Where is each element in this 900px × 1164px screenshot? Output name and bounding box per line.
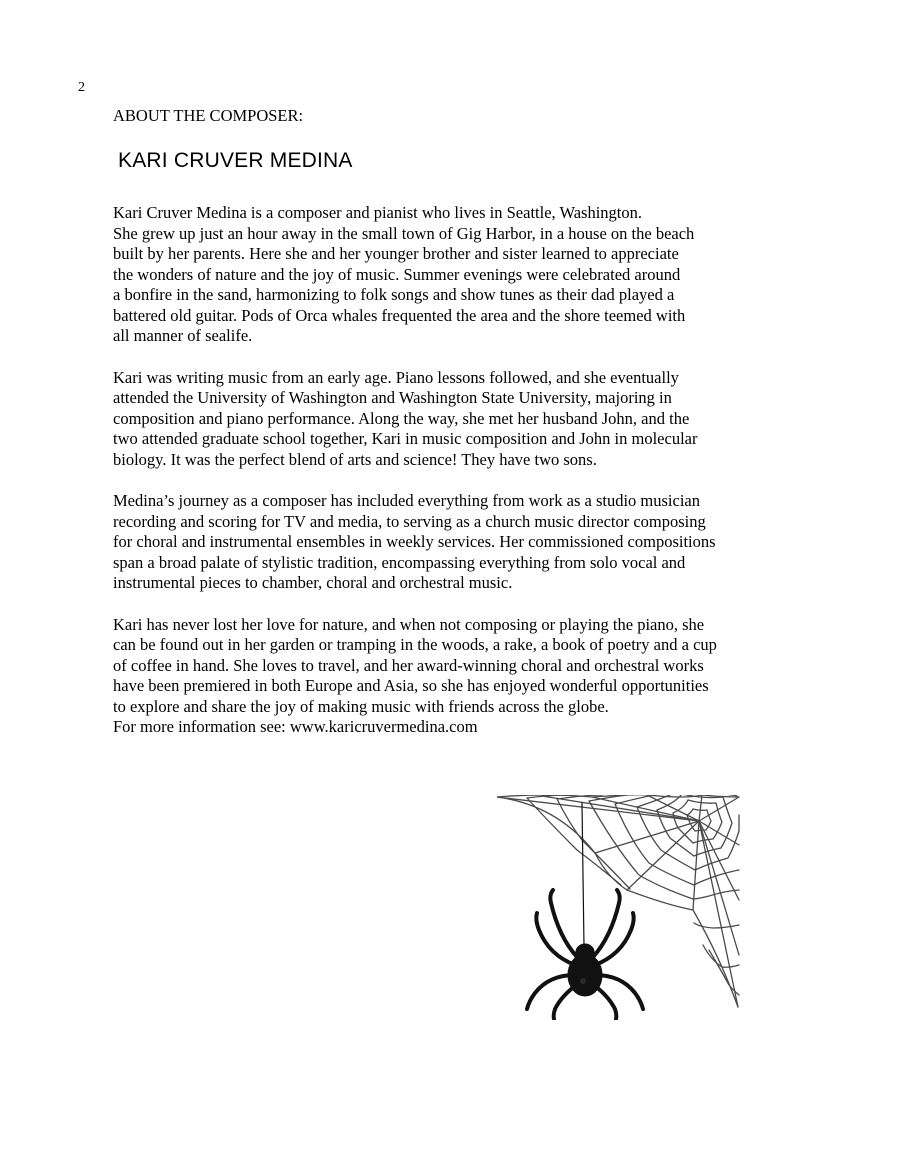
bio-line: have been premiered in both Europe and Asia, so she has enjoyed wonderful opportunities [113,676,709,695]
bio-line: Kari was writing music from an early age. Piano lessons followed, and she eventually [113,367,679,387]
bio-line: biology. It was the perfect blend of arts and science! They have two sons. [113,449,597,469]
spider-web-icon [497,795,742,1020]
bio-paragraph-1 [113,203,793,347]
composer-name: KARI CRUVER MEDINA [118,149,353,172]
spider [527,803,643,1019]
bio-line: for choral and instrumental ensembles in weekly services. Her commissioned compositions [113,532,716,551]
bio-line: can be found out in her garden or tramping in the woods, a rake, a book of poetry and a cup [113,635,717,654]
bio-line: composition and piano performance. Along the way, she met her husband John, and the [113,408,690,428]
bio-line: battered old guitar. Pods of Orca whales frequented the area and the shore teemed with [113,305,686,325]
bio-line: the wonders of nature and the joy of music. Summer evenings were celebrated around [113,264,681,284]
bio-paragraph-2 [113,368,793,471]
bio-line: built by her parents. Here she and her younger brother and sister learned to appreciate [113,244,679,263]
bio-line: attended the University of Washington and Washington State University, majoring in [113,388,672,407]
bio-line: all manner of sealife. [113,326,253,345]
bio-line: Kari has never lost her love for nature, and when not composing or playing the piano, she [113,614,705,634]
bio-line: instrumental pieces to chamber, choral and orchestral music. [113,573,513,592]
bio-line: She grew up just an hour away in the small town of Gig Harbor, in a house on the beach [113,223,695,243]
website-line: For more information see: www.karicruvermedina.com [113,717,478,736]
section-heading: ABOUT THE COMPOSER: [113,106,304,125]
bio-paragraph-3 [113,491,793,594]
bio-line: two attended graduate school together, Kari in music composition and John in molecular [113,429,698,448]
bio-line: to explore and share the joy of making music with friends across the globe. [113,696,609,716]
bio-paragraph-4 [113,615,793,738]
bio-line: of coffee in hand. She loves to travel, and her award-winning choral and orchestral works [113,655,704,675]
bio-line: a bonfire in the sand, harmonizing to folk songs and show tunes as their dad played a [113,285,675,304]
bio-line: Kari Cruver Medina is a composer and pianist who lives in Seattle, Washington. [113,203,643,222]
page-number: 2 [78,80,85,95]
bio-line: span a broad palate of stylistic tradition, encompassing everything from solo vocal and [113,552,686,572]
bio-line: recording and scoring for TV and media, to serving as a church music director composing [113,511,706,531]
bio-line: Medina’s journey as a composer has included everything from work as a studio musician [113,491,700,510]
spider-web-illustration [497,795,742,1020]
biography [113,203,793,759]
